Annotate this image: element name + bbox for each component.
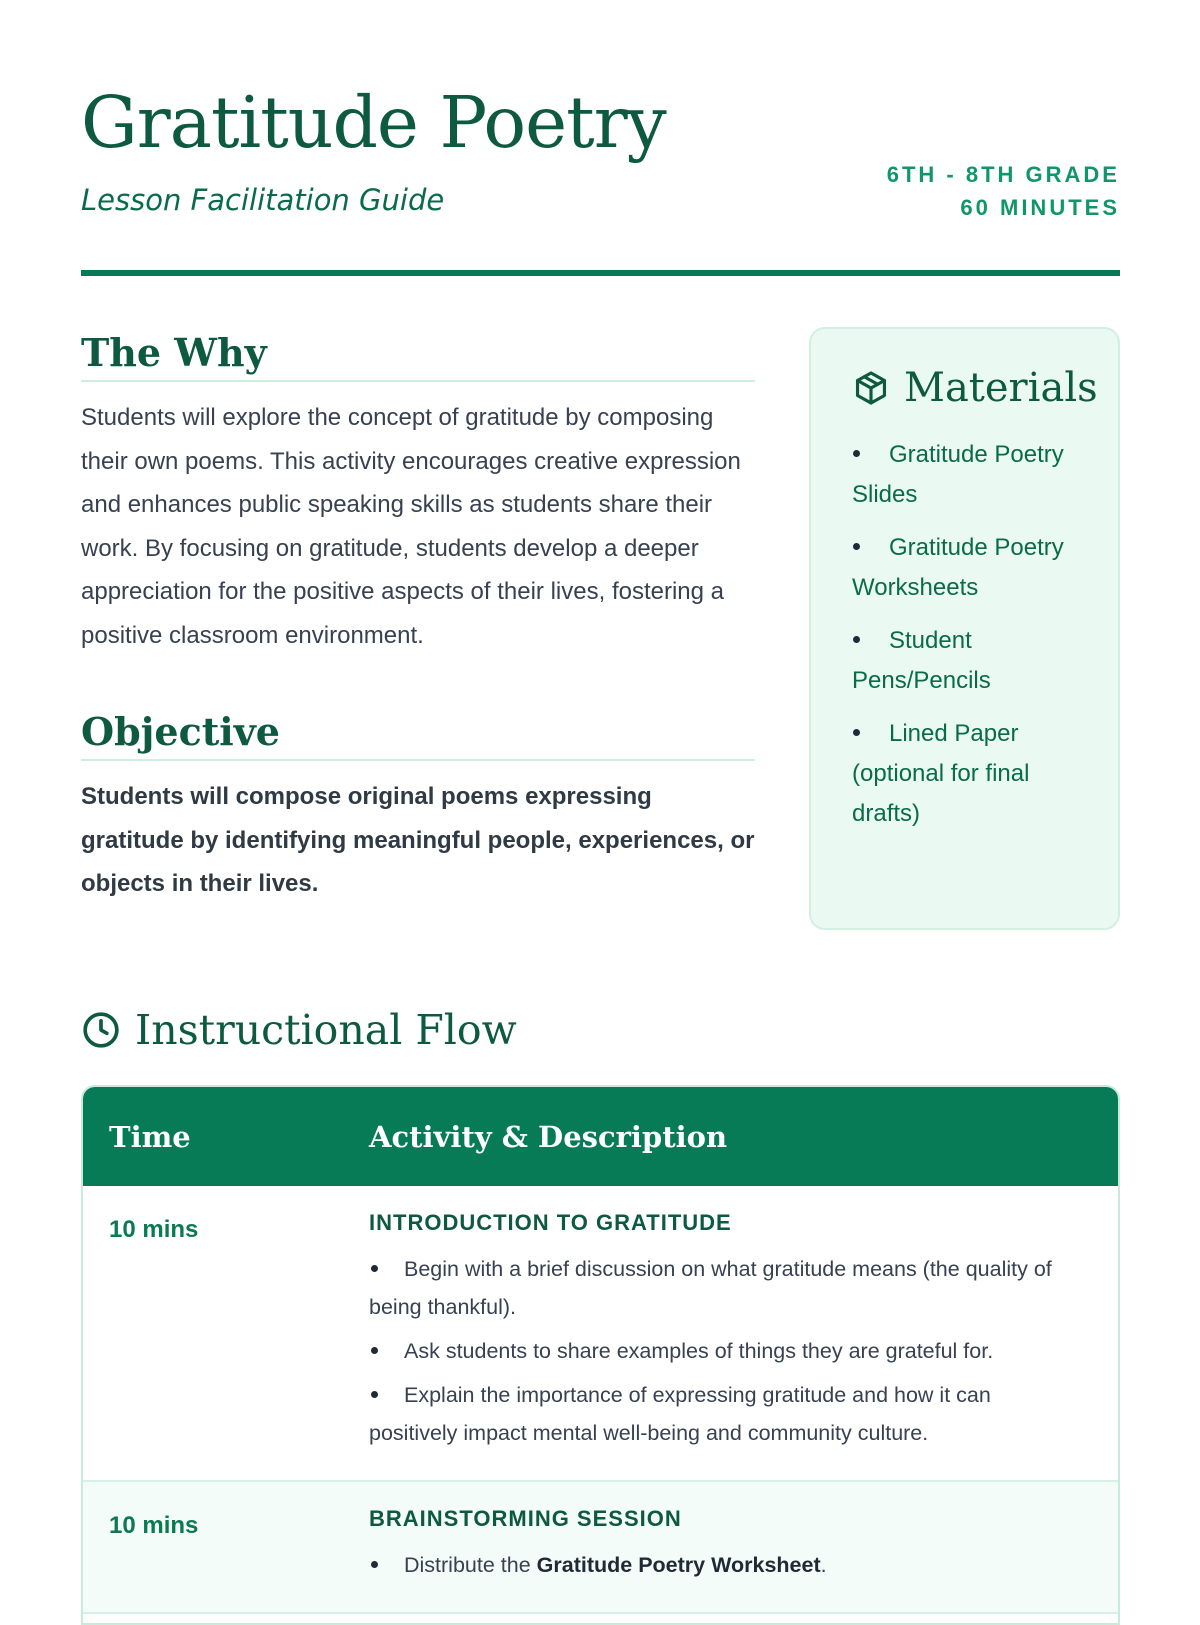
- material-item: Gratitude Poetry Worksheets: [852, 534, 1064, 601]
- grade-level: 6TH - 8TH GRADE: [886, 162, 1120, 187]
- flow-heading: Instructional Flow: [135, 1006, 517, 1054]
- package-icon: [852, 369, 890, 407]
- flow-heading-row: [81, 1006, 517, 1054]
- material-item: Lined Paper (optional for final drafts): [852, 720, 1030, 827]
- material-item: Student Pens/Pencils: [852, 627, 991, 694]
- table-row: [83, 1186, 1118, 1482]
- page-header: [81, 0, 1120, 276]
- activity-title: BRAINSTORMING SESSION: [369, 1506, 682, 1531]
- activity-step: Begin with a brief discussion on what gratitude means (the quality of being thankful).: [369, 1257, 1052, 1319]
- objective-heading: Objective: [81, 709, 755, 761]
- activity-column-header: Activity & Description: [369, 1119, 728, 1154]
- activity-step: Explain the importance of expressing gratitude and how it can positively impact mental well-being and community culture.: [369, 1383, 991, 1445]
- lesson-guide-page: [81, 0, 1120, 1577]
- why-heading: The Why: [81, 330, 755, 382]
- table-header: [83, 1087, 1118, 1186]
- lesson-duration: 60 MINUTES: [960, 195, 1120, 220]
- why-text: Students will explore the concept of gratitude by composing their own poems. This activity encourages creative expression and enhances public speaking skills as students share their work. By focusing on gratitude, students develop a deeper appreciation for the positive aspects of their lives, fostering a positive classroom environment.: [81, 404, 741, 649]
- row-time: 10 mins: [109, 1216, 199, 1243]
- table-row: [83, 1482, 1118, 1614]
- activity-step: Ask students to share examples of things they are grateful for.: [369, 1332, 1078, 1370]
- page-subtitle: Lesson Facilitation Guide: [81, 183, 445, 217]
- row-time: 10 mins: [109, 1512, 199, 1539]
- materials-list: [852, 435, 1078, 834]
- lesson-meta: [887, 158, 1120, 224]
- activity-title: INTRODUCTION TO GRATITUDE: [369, 1210, 732, 1235]
- materials-heading: Materials: [904, 365, 1098, 411]
- page-title: Gratitude Poetry: [81, 81, 666, 164]
- materials-card: [809, 327, 1120, 930]
- overview-column: [81, 330, 755, 906]
- instructional-flow-table: [81, 1085, 1120, 1625]
- objective-text: Students will compose original poems expressing gratitude by identifying meaningful people, experiences, or objects in their lives.: [81, 783, 755, 897]
- activity-step: Distribute the Gratitude Poetry Worksheet.: [369, 1546, 1078, 1584]
- material-item: Gratitude Poetry Slides: [852, 441, 1064, 508]
- clock-icon: [81, 1010, 121, 1050]
- time-column-header: Time: [109, 1119, 191, 1154]
